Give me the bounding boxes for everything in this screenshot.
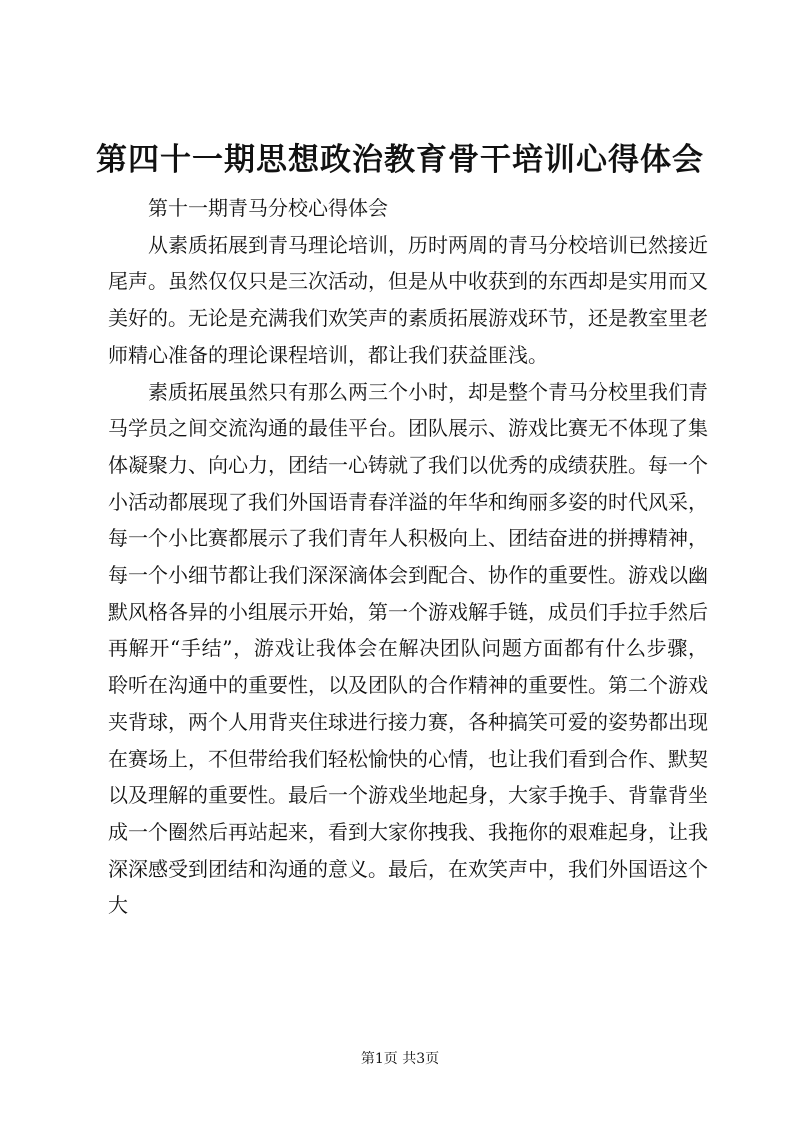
document-body: [108, 190, 708, 924]
paragraph-2: 素质拓展虽然只有那么两三个小时，却是整个青马分校里我们青马学员之间交流沟通的最佳平台。团队展示、游戏比赛无不体现了集体凝聚力、向心力，团结一心铸就了我们以优秀的成绩获胜。每一个小活动都展现了我们外国语青春洋溢的年华和绚丽多姿的时代风采，每一个小比赛都展示了我们青年人积极向上、团结奋进的拼搏精神，每一个小细节都让我们深深滴体会到配合、协作的重要性。游戏以幽默风格各异的小组展示开始，第一个游戏解手链，成员们手拉手然后再解开“手结”，游戏让我体会在解决团队问题方面都有什么步骤，聆听在沟通中的重要性，以及团队的合作精神的重要性。第二个游戏夹背球，两个人用背夹住球进行接力赛，各种搞笑可爱的姿势都出现在赛场上，不但带给我们轻松愉快的心情，也让我们看到合作、默契以及理解的重要性。最后一个游戏坐地起身，大家手挽手、背靠背坐成一个圈然后再站起来，看到大家你拽我、我拖你的艰难起身，让我深深感受到团结和沟通的意义。最后，在欢笑声中，我们外国语这个大: [108, 379, 708, 918]
document-subtitle: 第十一期青马分校心得体会: [148, 196, 388, 220]
document-title: 第四十一期思想政治教育骨干培训心得体会: [96, 142, 704, 178]
page-number-footer: 第1页 共3页: [360, 1051, 440, 1067]
paragraph-1: 从素质拓展到青马理论培训，历时两周的青马分校培训已然接近尾声。虽然仅仅只是三次活动，但是从中收获到的东西却是实用而又美好的。无论是充满我们欢笑声的素质拓展游戏环节，还是教室里老师精心准备的理论课程培训，都让我们获益匪浅。: [108, 232, 708, 367]
